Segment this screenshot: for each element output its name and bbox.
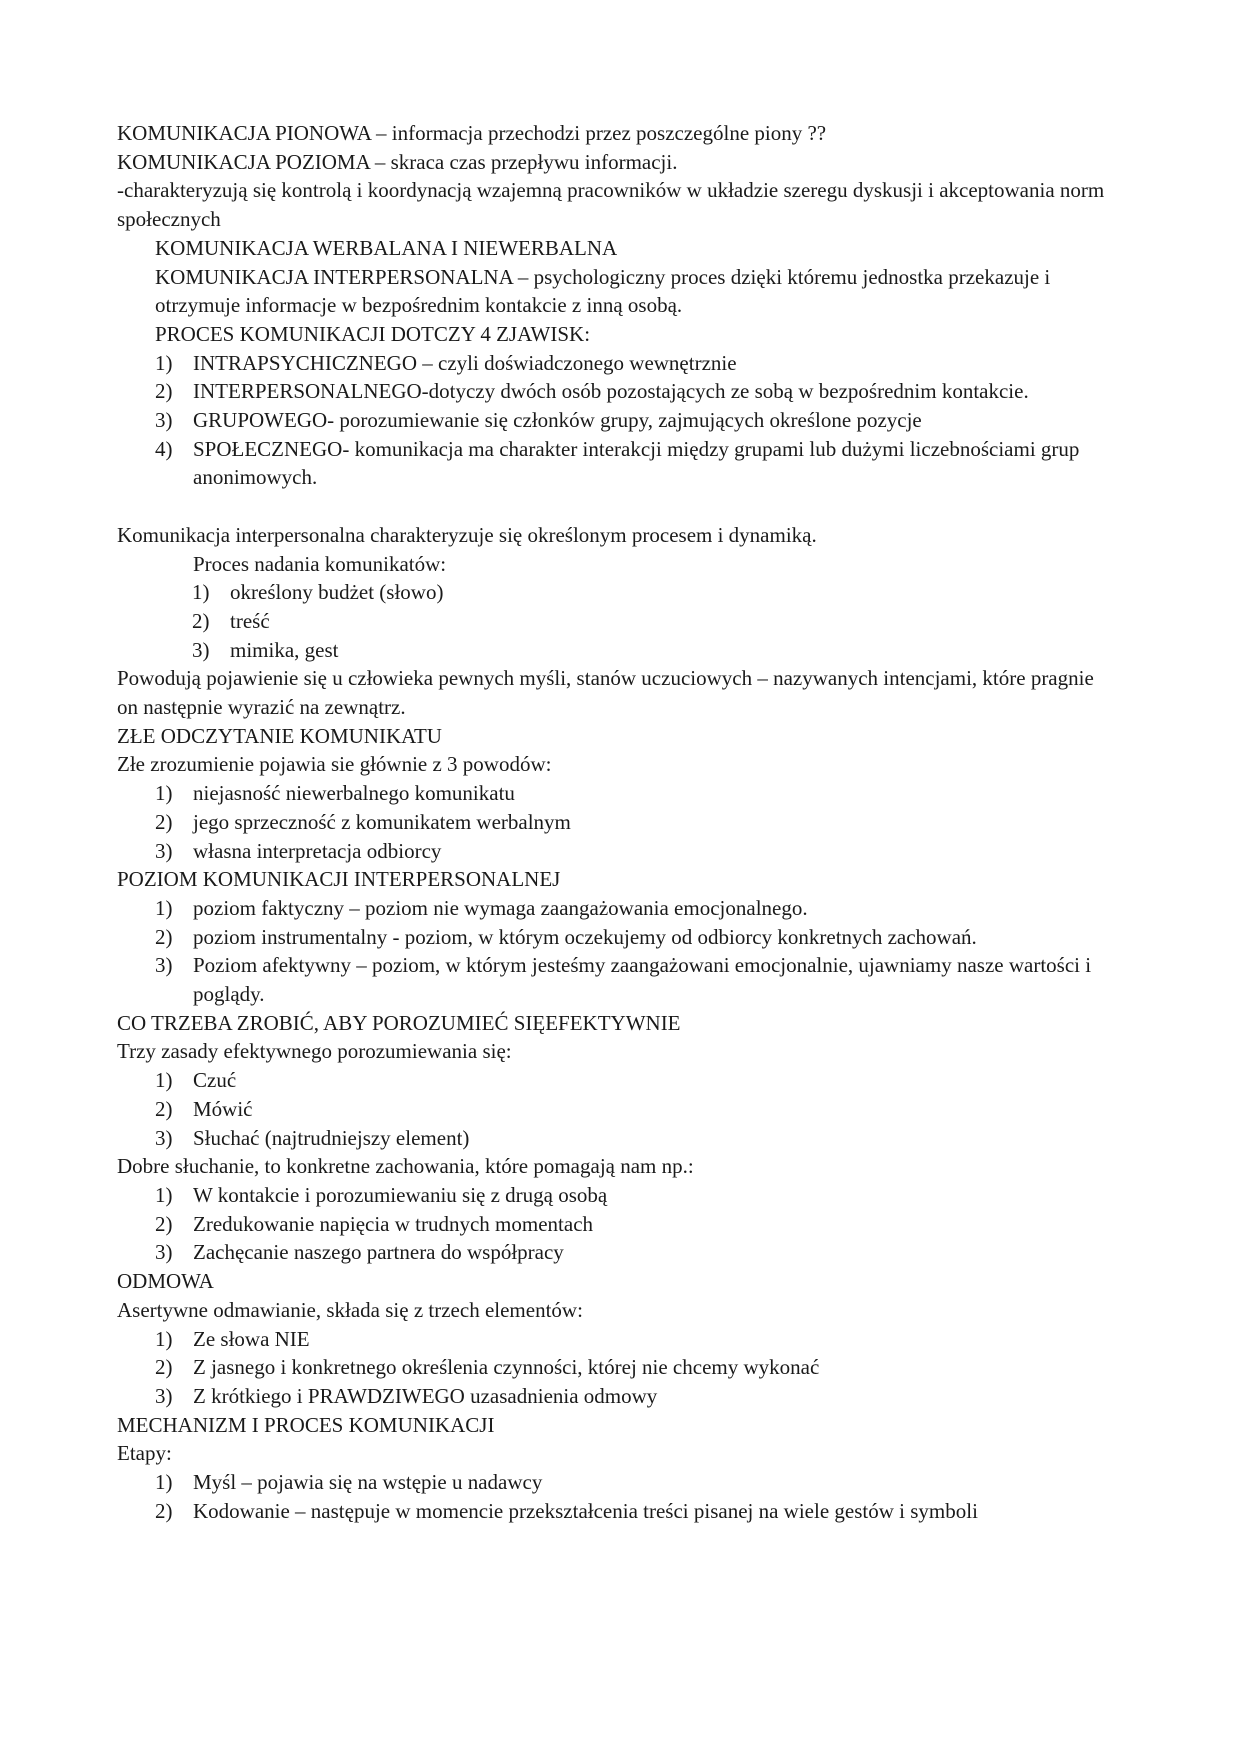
list-text: Z krótkiego i PRAWDZIWEGO uzasadnienia odmowy bbox=[193, 1383, 658, 1408]
list-text: Poziom afektywny – poziom, w którym jesteśmy zaangażowani emocjonalnie, ujawniamy nasze wartości i poglądy. bbox=[193, 953, 1092, 1007]
paragraph-pionowa: KOMUNIKACJA PIONOWA – informacja przechodzi przez poszczególne piony ?? bbox=[117, 121, 827, 145]
list-zle bbox=[117, 779, 1107, 865]
list-item bbox=[117, 1353, 1107, 1382]
list-number: 3) bbox=[155, 838, 173, 863]
paragraph-interpersonalna: KOMUNIKACJA INTERPERSONALNA – psychologiczny proces dzięki któremu jednostka przekazuje i otrzymuje informacje w bezpośrednim kontakcie z inną osobą. bbox=[155, 264, 1051, 318]
paragraph-trzy-zasady: Trzy zasady efektywnego porozumiewania się: bbox=[117, 1039, 512, 1064]
list-item bbox=[117, 1066, 1107, 1095]
list-item bbox=[117, 779, 1107, 808]
heading-co-trzeba: CO TRZEBA ZROBIĆ, ABY POROZUMIEĆ SIĘEFEKTYWNIE bbox=[117, 1010, 681, 1035]
paragraph-dobre-sluchanie: Dobre słuchanie, to konkretne zachowania, które pomagają nam np.: bbox=[117, 1154, 694, 1179]
list-number: 1) bbox=[155, 1068, 173, 1093]
list-item bbox=[117, 1124, 1107, 1153]
list-text: Zredukowanie napięcia w trudnych momentach bbox=[193, 1211, 594, 1236]
list-item bbox=[117, 406, 1107, 435]
list-item bbox=[117, 377, 1107, 406]
list-number: 2) bbox=[155, 924, 173, 949]
list-item bbox=[117, 1238, 1107, 1267]
list-text: własna interpretacja odbiorcy bbox=[193, 838, 442, 863]
list-odmowa bbox=[117, 1325, 1107, 1411]
list-number: 3) bbox=[155, 408, 173, 433]
list-text: Ze słowa NIE bbox=[193, 1326, 310, 1351]
list-text: INTERPERSONALNEGO-dotyczy dwóch osób pozostających ze sobą w bezpośrednim kontakcie. bbox=[193, 379, 1029, 404]
heading-proces-zjawisk: PROCES KOMUNIKACJI DOTCZY 4 ZJAWISK: bbox=[155, 321, 591, 346]
list-text: treść bbox=[230, 608, 270, 633]
list-text: mimika, gest bbox=[230, 637, 339, 662]
list-number: 3) bbox=[192, 637, 210, 662]
list-number: 3) bbox=[155, 1383, 173, 1408]
list-zjawiska bbox=[117, 349, 1107, 493]
heading-zle-odczytanie: ZŁE ODCZYTANIE KOMUNIKATU bbox=[117, 723, 442, 748]
list-nadania bbox=[117, 578, 1107, 664]
list-item bbox=[117, 923, 1107, 952]
list-text: Myśl – pojawia się na wstępie u nadawcy bbox=[193, 1470, 543, 1495]
list-text: Słuchać (najtrudniejszy element) bbox=[193, 1125, 470, 1150]
list-number: 1) bbox=[192, 580, 210, 605]
list-text: określony budżet (słowo) bbox=[230, 580, 444, 605]
list-text: Zachęcanie naszego partnera do współpracy bbox=[193, 1240, 564, 1265]
heading-odmowa: ODMOWA bbox=[117, 1269, 214, 1294]
list-text: poziom instrumentalny - poziom, w którym oczekujemy od odbiorcy konkretnych zachowań. bbox=[193, 924, 977, 949]
list-item bbox=[117, 951, 1107, 1008]
list-text: SPOŁECZNEGO- komunikacja ma charakter interakcji między grupami lub dużymi liczebnościami grup anonimowych. bbox=[193, 436, 1080, 490]
list-number: 1) bbox=[155, 1326, 173, 1351]
list-item bbox=[117, 1497, 1107, 1526]
paragraph-asertywne: Asertywne odmawianie, składa się z trzech elementów: bbox=[117, 1297, 583, 1322]
list-zasady bbox=[117, 1066, 1107, 1152]
list-number: 2) bbox=[155, 1096, 173, 1121]
list-number: 1) bbox=[155, 350, 173, 375]
paragraph-pozioma: KOMUNIKACJA POZIOMA – skraca czas przepływu informacji. bbox=[117, 149, 678, 174]
list-text: jego sprzeczność z komunikatem werbalnym bbox=[193, 809, 571, 834]
heading-proces-nadania: Proces nadania komunikatów: bbox=[193, 551, 447, 576]
list-number: 3) bbox=[155, 1125, 173, 1150]
list-text: Kodowanie – następuje w momencie przekształcenia treści pisanej na wiele gestów i symboli bbox=[193, 1498, 978, 1523]
list-item bbox=[117, 435, 1107, 492]
list-item bbox=[117, 894, 1107, 923]
paragraph-etapy: Etapy: bbox=[117, 1441, 172, 1466]
list-number: 1) bbox=[155, 781, 173, 806]
list-number: 1) bbox=[155, 895, 173, 920]
paragraph-powoduja: Powodują pojawienie się u człowieka pewnych myśli, stanów uczuciowych – nazywanych intencjami, które pragnie on następnie wyrazić na zewnątrz. bbox=[117, 666, 1094, 720]
list-item bbox=[117, 1095, 1107, 1124]
heading-poziom: POZIOM KOMUNIKACJI INTERPERSONALNEJ bbox=[117, 867, 561, 892]
list-item bbox=[117, 837, 1107, 866]
paragraph-interpersonal-intro: Komunikacja interpersonalna charakteryzuje się określonym procesem i dynamiką. bbox=[117, 522, 817, 547]
list-text: GRUPOWEGO- porozumiewanie się członków grupy, zajmujących określone pozycje bbox=[193, 408, 922, 433]
paragraph-zle-intro: Złe zrozumienie pojawia sie głównie z 3 powodów: bbox=[117, 752, 552, 777]
list-number: 2) bbox=[155, 809, 173, 834]
blank-line bbox=[117, 492, 1107, 521]
list-item bbox=[117, 808, 1107, 837]
list-item bbox=[117, 1382, 1107, 1411]
list-poziom bbox=[117, 894, 1107, 1009]
list-text: niejasność niewerbalnego komunikatu bbox=[193, 781, 515, 806]
list-item bbox=[117, 1468, 1107, 1497]
list-text: Mówić bbox=[193, 1096, 253, 1121]
list-item bbox=[117, 1325, 1107, 1354]
heading-werbalna: KOMUNIKACJA WERBALANA I NIEWERBALNA bbox=[155, 235, 618, 260]
list-number: 2) bbox=[155, 1211, 173, 1236]
list-item bbox=[117, 1210, 1107, 1239]
list-number: 2) bbox=[155, 379, 173, 404]
list-text: INTRAPSYCHICZNEGO – czyli doświadczonego wewnętrznie bbox=[193, 350, 737, 375]
list-item bbox=[117, 1181, 1107, 1210]
list-text: Z jasnego i konkretnego określenia czynności, której nie chcemy wykonać bbox=[193, 1355, 820, 1380]
list-number: 3) bbox=[155, 953, 173, 978]
list-dobre bbox=[117, 1181, 1107, 1267]
list-number: 2) bbox=[155, 1498, 173, 1523]
list-item bbox=[117, 607, 1107, 636]
list-number: 3) bbox=[155, 1240, 173, 1265]
list-number: 1) bbox=[155, 1470, 173, 1495]
list-text: poziom faktyczny – poziom nie wymaga zaangażowania emocjonalnego. bbox=[193, 895, 808, 920]
list-number: 4) bbox=[155, 436, 173, 461]
list-text: Czuć bbox=[193, 1068, 237, 1093]
list-number: 2) bbox=[155, 1355, 173, 1380]
document-body bbox=[117, 119, 1107, 1525]
list-etapy bbox=[117, 1468, 1107, 1525]
list-number: 1) bbox=[155, 1183, 173, 1207]
list-text: W kontakcie i porozumiewaniu się z drugą osobą bbox=[193, 1183, 608, 1207]
list-item bbox=[117, 578, 1107, 607]
list-item bbox=[117, 636, 1107, 665]
list-item bbox=[117, 349, 1107, 378]
paragraph-charakteryzuja: -charakteryzują się kontrolą i koordynacją wzajemną pracowników w układzie szeregu dyskusji i akceptowania norm społecznych bbox=[117, 178, 1105, 232]
heading-mechanizm: MECHANIZM I PROCES KOMUNIKACJI bbox=[117, 1412, 495, 1437]
list-number: 2) bbox=[192, 608, 210, 633]
